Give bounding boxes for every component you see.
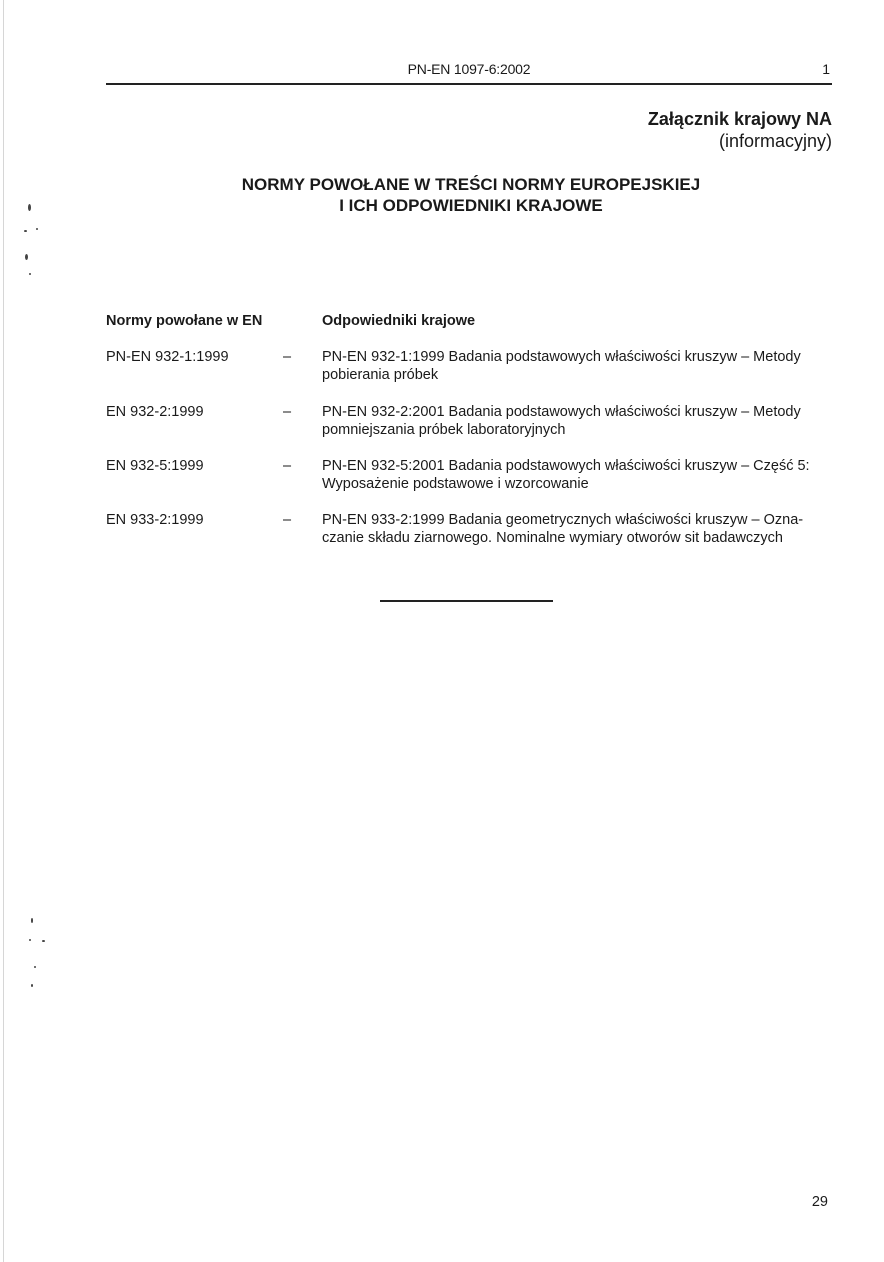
column-header-national-equivalents: Odpowiedniki krajowe	[322, 313, 476, 329]
national-equivalent-line-2: czanie składu ziarnowego. Nominalne wymiary otworów sit badawczych	[322, 530, 783, 546]
national-equivalent-line-2: pomniejszania próbek laboratoryjnych	[322, 422, 566, 438]
page-number: 29	[811, 1194, 828, 1210]
scan-speck	[34, 966, 36, 968]
row-dash: –	[283, 404, 292, 420]
row-dash: –	[283, 512, 292, 528]
national-equivalent	[322, 403, 836, 439]
national-equivalent-line-1: PN-EN 933-2:1999 Badania geometrycznych właściwości kruszyw – Ozna-	[322, 512, 804, 528]
header-document-id: PN-EN 1097-6:2002	[407, 61, 531, 77]
scan-edge	[3, 0, 4, 1262]
annex-title: Załącznik krajowy NA	[647, 109, 832, 129]
annex-label	[648, 108, 832, 152]
referenced-standard: EN 933-2:1999	[106, 512, 204, 528]
national-equivalent-line-2: Wyposażenie podstawowe i wzorcowanie	[322, 476, 589, 492]
national-equivalent-line-2: pobierania próbek	[322, 367, 439, 383]
national-equivalent-line-1: PN-EN 932-1:1999 Badania podstawowych właściwości kruszyw – Metody	[322, 349, 801, 365]
referenced-standard: EN 932-5:1999	[106, 458, 204, 474]
national-equivalent-line-1: PN-EN 932-2:2001 Badania podstawowych właściwości kruszyw – Metody	[322, 404, 801, 420]
page-title-line-2: I ICH ODPOWIEDNIKI KRAJOWE	[339, 196, 603, 215]
closing-rule	[380, 600, 553, 602]
scan-speck	[25, 254, 28, 260]
scan-speck	[29, 939, 31, 941]
page-title	[106, 174, 836, 216]
row-dash: –	[283, 349, 292, 365]
page-title-line-1: NORMY POWOŁANE W TREŚCI NORMY EUROPEJSKIEJ	[241, 175, 701, 194]
scan-speck	[24, 230, 27, 232]
national-equivalent	[322, 457, 836, 493]
national-equivalent	[322, 511, 836, 547]
scan-speck	[31, 984, 33, 987]
scan-speck	[36, 228, 38, 230]
header-sheet-number: 1	[822, 61, 830, 77]
scan-speck	[42, 940, 45, 942]
scan-speck	[28, 204, 31, 211]
row-dash: –	[283, 458, 292, 474]
national-equivalent	[322, 348, 836, 384]
scan-speck	[31, 918, 33, 923]
referenced-standard: PN-EN 932-1:1999	[106, 349, 229, 365]
running-header	[106, 61, 832, 85]
national-equivalent-line-1: PN-EN 932-5:2001 Badania podstawowych właściwości kruszyw – Część 5:	[322, 458, 810, 474]
column-header-referenced-standards: Normy powołane w EN	[106, 313, 263, 329]
annex-subtitle: (informacyjny)	[718, 131, 832, 151]
scan-speck	[29, 273, 31, 275]
referenced-standard: EN 932-2:1999	[106, 404, 204, 420]
